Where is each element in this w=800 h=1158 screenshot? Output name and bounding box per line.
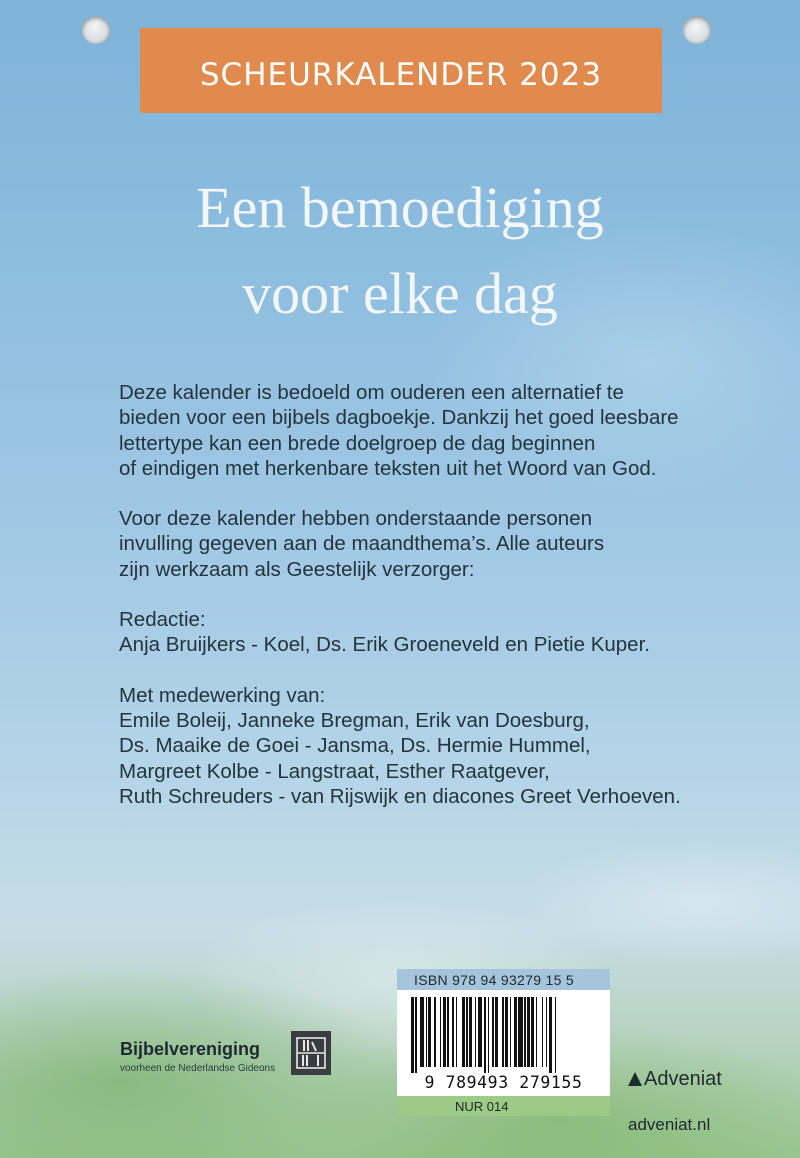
top-banner [140, 28, 662, 113]
barcode-digits: 9 789493 279155 [424, 1073, 583, 1092]
publisher-subtitle: voorheen de Nederlandse Gideons [120, 1063, 276, 1074]
publisher-name: Bijbelvereniging [120, 1039, 261, 1059]
publisher-adveniat [628, 1068, 738, 1135]
bookshelf-logo-icon [291, 1031, 331, 1075]
adveniat-name: Adveniat [644, 1068, 722, 1090]
headline-line-2: voor elke dag [242, 261, 558, 326]
adveniat-triangle-icon [628, 1072, 642, 1086]
punch-hole-right [683, 16, 711, 44]
intro-line: bieden voor een bijbels dagboekje. Dankzij het goed leesbare [119, 406, 679, 430]
intro-line: Deze kalender is bedoeld om ouderen een alternatief te [119, 381, 624, 404]
contributors-label: Met medewerking van: [119, 683, 326, 707]
authors-intro-line: zijn werkzaam als Geestelijk verzorger: [119, 557, 475, 581]
description-text [119, 380, 779, 809]
editors-label: Redactie: [119, 608, 206, 632]
barcode-label [397, 969, 610, 1116]
nur-text: NUR 014 [455, 1098, 509, 1114]
publisher-url: adveniat.nl [628, 1115, 711, 1134]
banner-title: SCHEURKALENDER 2023 [199, 56, 603, 93]
headline-line-1: Een bemoediging [196, 175, 604, 240]
editors-names: Anja Bruijkers - Koel, Ds. Erik Groeneveld en Pietie Kuper. [119, 633, 650, 657]
punch-hole-left [82, 16, 110, 44]
contributors-line: Ruth Schreuders - van Rijswijk en diacones Greet Verhoeven. [119, 784, 681, 808]
contributors-line: Margreet Kolbe - Langstraat, Esther Raatgever, [119, 759, 550, 783]
intro-line: of eindigen met herkenbare teksten uit het Woord van God. [119, 456, 657, 480]
barcode-area [397, 990, 610, 1096]
isbn-bar [397, 969, 610, 990]
nur-bar [397, 1096, 610, 1116]
authors-intro-line: Voor deze kalender hebben onderstaande personen [119, 507, 593, 531]
headline [0, 165, 800, 337]
authors-intro-line: invulling gegeven aan de maandthema’s. Alle auteurs [119, 532, 605, 556]
intro-line: lettertype kan een brede doelgroep de dag beginnen [119, 431, 596, 455]
adveniat-brand [628, 1068, 738, 1091]
contributors-line: Ds. Maaike de Goei - Jansma, Ds. Hermie Hummel, [119, 734, 591, 758]
isbn-text: ISBN 978 94 93279 15 5 [414, 971, 574, 988]
contributors-line: Emile Boleij, Janneke Bregman, Erik van Doesburg, [119, 708, 590, 732]
publisher-logo-bijbelvereniging [120, 1039, 330, 1089]
